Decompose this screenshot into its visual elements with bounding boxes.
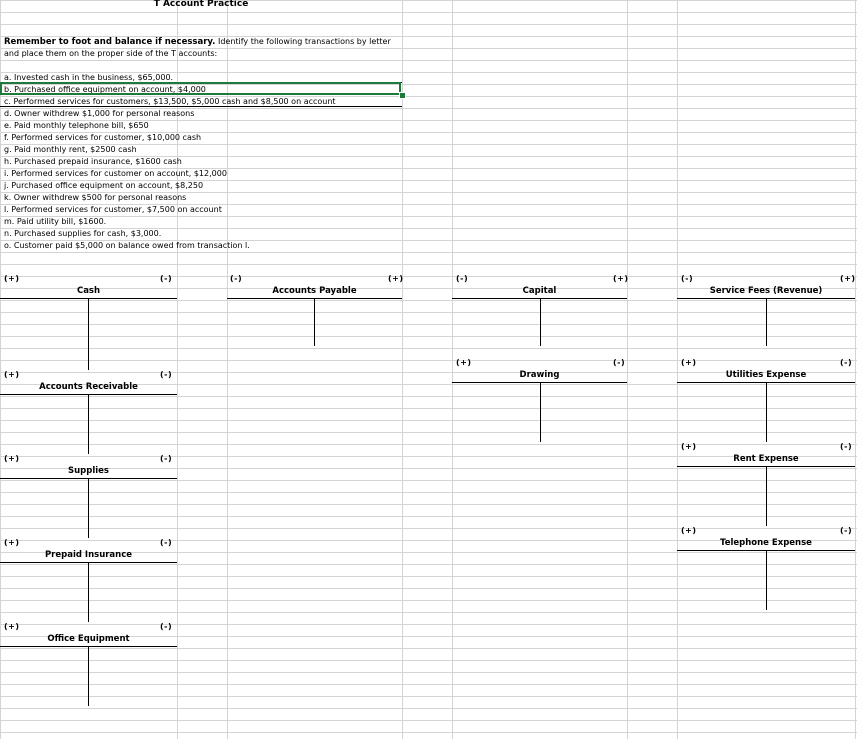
t-account-stem <box>766 466 767 526</box>
credit-sign: (-) <box>160 454 173 463</box>
t-account-stem <box>766 382 767 442</box>
credit-sign: (-) <box>613 358 626 367</box>
account-drawing[interactable]: Drawing <box>519 370 560 380</box>
t-account-stem <box>540 298 541 346</box>
transaction-row[interactable]: l. Performed services for customer, $7,500 on account <box>4 205 222 214</box>
transaction-row[interactable]: d. Owner withdrew $1,000 for personal reasons <box>4 109 195 118</box>
account-prepaid-insurance[interactable]: Prepaid Insurance <box>44 550 133 560</box>
account-telephone-expense[interactable]: Telephone Expense <box>720 538 812 548</box>
t-account-stem <box>88 562 89 622</box>
t-account-stem <box>88 478 89 538</box>
transaction-row[interactable]: e. Paid monthly telephone bill, $650 <box>4 121 149 130</box>
t-account-stem <box>88 646 89 706</box>
instructions[interactable] <box>4 36 396 60</box>
transaction-row[interactable]: j. Purchased office equipment on account, $8,250 <box>4 181 204 190</box>
debit-sign: (+) <box>681 442 697 451</box>
selected-cell[interactable] <box>0 82 401 95</box>
debit-sign: (+) <box>681 358 697 367</box>
debit-sign: (+) <box>456 358 472 367</box>
credit-sign: (+) <box>840 274 856 283</box>
debit-sign: (-) <box>681 274 694 283</box>
grid-column-line <box>402 0 403 739</box>
t-account-stem <box>88 298 89 370</box>
account-accounts-payable[interactable]: Accounts Payable <box>272 286 357 296</box>
debit-sign: (+) <box>4 370 20 379</box>
debit-sign: (+) <box>4 274 20 283</box>
account-supplies[interactable]: Supplies <box>68 466 109 476</box>
instructions-bold: Remember to foot and balance if necessary. <box>4 37 216 47</box>
transaction-list <box>0 72 402 252</box>
transaction-row[interactable]: g. Paid monthly rent, $2500 cash <box>4 145 137 154</box>
credit-sign: (-) <box>160 622 173 631</box>
instructions-text: Identify the following transactions by letter and place them on the proper side of the T accounts: <box>4 37 391 58</box>
debit-sign: (-) <box>230 274 243 283</box>
transaction-row[interactable]: b. Purchased office equipment on account, $4,000 <box>0 84 402 96</box>
credit-sign: (-) <box>840 442 853 451</box>
transaction-row[interactable]: o. Customer paid $5,000 on balance owed from transaction l. <box>4 241 250 250</box>
fill-handle[interactable] <box>399 92 406 99</box>
grid-column-line <box>627 0 628 739</box>
transaction-row[interactable]: f. Performed services for customer, $10,000 cash <box>4 133 202 142</box>
credit-sign: (-) <box>160 274 173 283</box>
t-account-stem <box>766 550 767 610</box>
account-service-fees[interactable]: Service Fees (Revenue) <box>709 286 823 296</box>
t-account-stem <box>88 394 89 454</box>
t-account-stem <box>540 382 541 442</box>
debit-sign: (+) <box>4 622 20 631</box>
transaction-row[interactable]: i. Performed services for customer on account, $12,000 <box>4 169 227 178</box>
credit-sign: (-) <box>160 538 173 547</box>
credit-sign: (-) <box>840 526 853 535</box>
debit-sign: (+) <box>681 526 697 535</box>
transaction-row[interactable]: a. Invested cash in the business, $65,000. <box>0 72 402 84</box>
grid-column-line <box>855 0 856 739</box>
account-accounts-receivable[interactable]: Accounts Receivable <box>39 382 138 392</box>
transaction-row[interactable]: n. Purchased supplies for cash, $3,000. <box>4 229 162 238</box>
credit-sign: (-) <box>160 370 173 379</box>
account-capital[interactable]: Capital <box>522 286 557 296</box>
debit-sign: (+) <box>4 454 20 463</box>
transaction-row[interactable]: c. Performed services for customers, $13,500, $5,000 cash and $8,500 on account <box>0 96 402 108</box>
transaction-row[interactable]: h. Purchased prepaid insurance, $1600 cash <box>4 157 182 166</box>
credit-sign: (-) <box>840 358 853 367</box>
account-cash[interactable]: Cash <box>76 286 101 296</box>
transaction-row[interactable]: k. Owner withdrew $500 for personal reasons <box>4 193 187 202</box>
debit-sign: (+) <box>4 538 20 547</box>
sheet-title[interactable]: T Account Practice <box>153 0 249 9</box>
debit-sign: (-) <box>456 274 469 283</box>
account-rent-expense[interactable]: Rent Expense <box>733 454 799 464</box>
t-account-stem <box>314 298 315 346</box>
credit-sign: (+) <box>388 274 404 283</box>
account-office-equipment[interactable]: Office Equipment <box>47 634 130 644</box>
account-utilities-expense[interactable]: Utilities Expense <box>725 370 807 380</box>
credit-sign: (+) <box>613 274 629 283</box>
transaction-row[interactable]: m. Paid utility bill, $1600. <box>4 217 107 226</box>
t-account-stem <box>766 298 767 346</box>
